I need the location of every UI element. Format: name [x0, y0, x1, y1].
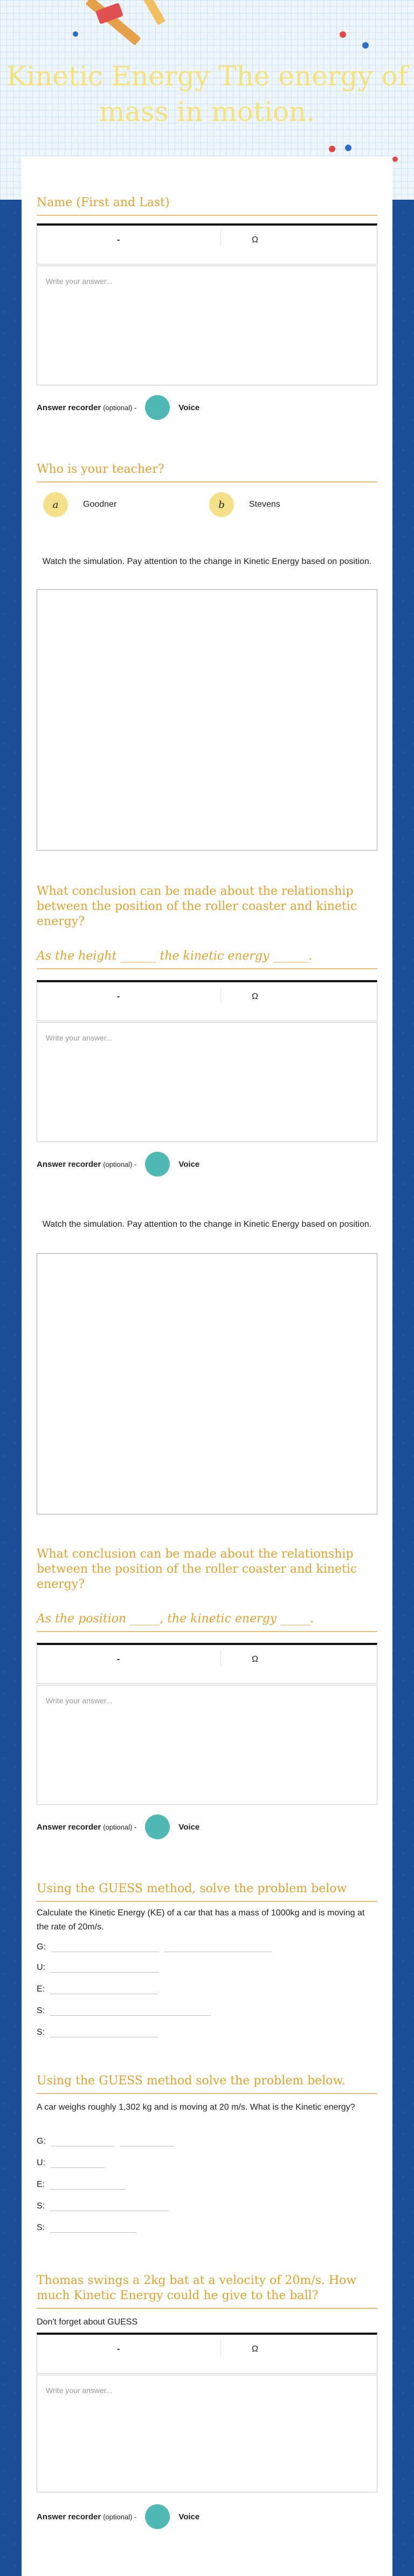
- bold-button[interactable]: -: [117, 235, 120, 244]
- answer-blank[interactable]: [50, 2179, 126, 2190]
- guess-heading: Using the GUESS method solve the problem below.: [37, 2074, 377, 2094]
- bold-button[interactable]: -: [117, 2344, 120, 2354]
- field-label: G:: [37, 2137, 46, 2146]
- field-label: S:: [37, 2028, 45, 2037]
- teacher-heading: Who is your teacher?: [37, 462, 377, 482]
- answer-recorder: [37, 1814, 199, 1839]
- record-button[interactable]: [145, 1814, 170, 1839]
- omega-symbol-button[interactable]: Ω: [252, 2344, 258, 2354]
- answer-blank[interactable]: [51, 1942, 159, 1952]
- answer-blank[interactable]: [50, 2006, 211, 2016]
- field-label: G:: [37, 1942, 46, 1952]
- problem-text: A car weighs roughly 1,302 kg and is moving at 20 m/s. What is the Kinetic energy?: [37, 2103, 355, 2112]
- answer-blank[interactable]: [51, 2136, 115, 2146]
- guess-field-equation[interactable]: [37, 2179, 126, 2190]
- recorder-label: Answer recorder: [37, 1822, 101, 1832]
- editor-toolbar: [37, 980, 377, 1021]
- pushpin-icon: [362, 42, 369, 49]
- option-letter: a: [43, 492, 68, 517]
- omega-symbol-button[interactable]: Ω: [252, 992, 258, 1001]
- option-letter: b: [209, 492, 234, 517]
- hint-text: Don't forget about GUESS: [37, 2317, 138, 2327]
- guess-field-given[interactable]: [37, 2136, 174, 2146]
- pushpin-icon: [392, 157, 398, 162]
- field-label: S:: [37, 2006, 45, 2015]
- record-button[interactable]: [145, 1152, 170, 1177]
- bold-button[interactable]: -: [117, 1655, 120, 1664]
- answer-input[interactable]: Write your answer...: [37, 1022, 377, 1142]
- field-label: S:: [37, 2201, 45, 2211]
- guess-field-given[interactable]: [37, 1942, 272, 1952]
- recorder-voice-label: Voice: [178, 1822, 200, 1832]
- recorder-optional: (optional) -: [103, 1160, 137, 1168]
- recorder-label: Answer recorder: [37, 2512, 101, 2521]
- answer-recorder: [37, 395, 199, 420]
- pushpin-icon: [73, 31, 78, 37]
- answer-input[interactable]: Write your answer...: [37, 2375, 377, 2492]
- omega-symbol-button[interactable]: Ω: [252, 235, 258, 244]
- question-heading: What conclusion can be made about the relationship between the position of the roller coaster and kinetic energy?: [37, 885, 357, 928]
- pushpin-icon: [329, 146, 335, 152]
- bold-button[interactable]: -: [117, 992, 120, 1001]
- answer-blank[interactable]: [50, 2027, 158, 2037]
- field-label: U:: [37, 2158, 45, 2167]
- recorder-voice-label: Voice: [178, 403, 200, 412]
- answer-blank[interactable]: [50, 2222, 136, 2233]
- field-label: E:: [37, 2180, 45, 2189]
- answer-blank[interactable]: [164, 1942, 272, 1952]
- simulation-frame[interactable]: [37, 1253, 377, 1514]
- page-title: Kinetic Energy The energy of mass in motion.: [6, 60, 408, 127]
- guess-field-solve[interactable]: [37, 2222, 136, 2233]
- name-answer-input[interactable]: Write your answer...: [37, 266, 377, 385]
- simulation-instruction: Watch the simulation. Pay attention to the change in Kinetic Energy based on position.: [42, 1220, 372, 1229]
- field-label: U:: [37, 1963, 45, 1972]
- record-button[interactable]: [145, 2504, 170, 2529]
- option-label: Stevens: [249, 500, 280, 509]
- recorder-label: Answer recorder: [37, 403, 101, 412]
- guess-field-equation[interactable]: [37, 1984, 158, 1994]
- guess-field-unknown[interactable]: [37, 1962, 158, 1973]
- simulation-instruction: Watch the simulation. Pay attention to the change in Kinetic Energy based on position.: [42, 557, 372, 566]
- field-label: E:: [37, 1984, 45, 1994]
- record-button[interactable]: [145, 395, 170, 420]
- pushpin-icon: [340, 31, 346, 38]
- recorder-voice-label: Voice: [178, 1159, 200, 1169]
- recorder-optional: (optional) -: [103, 2512, 137, 2521]
- name-heading: Name (First and Last): [37, 195, 377, 216]
- answer-blank[interactable]: [51, 1962, 158, 1973]
- field-label: S:: [37, 2223, 45, 2232]
- guess-field-substitute[interactable]: [37, 2006, 211, 2016]
- question-subheading: As the height ______ the kinetic energy ______.: [37, 949, 377, 969]
- answer-blank[interactable]: [51, 2158, 105, 2168]
- guess-field-solve[interactable]: [37, 2027, 158, 2037]
- question-heading: What conclusion can be made about the relationship between the position of the roller coaster and kinetic energy?: [37, 1547, 357, 1591]
- recorder-optional: (optional) -: [103, 403, 137, 412]
- option-stevens[interactable]: [209, 492, 280, 517]
- guess-heading: Using the GUESS method, solve the problem below: [37, 1881, 377, 1902]
- problem-text: Calculate the Kinetic Energy (KE) of a car that has a mass of 1000kg and is moving at the rate of 20m/s.: [37, 1908, 365, 1932]
- recorder-optional: (optional) -: [103, 1823, 137, 1831]
- omega-symbol-button[interactable]: Ω: [252, 1655, 258, 1664]
- answer-recorder: [37, 2504, 199, 2529]
- option-goodner[interactable]: [43, 492, 116, 517]
- answer-recorder: [37, 1152, 199, 1177]
- answer-blank[interactable]: [50, 2201, 169, 2211]
- toolbar-divider: [220, 1650, 221, 1666]
- guess-field-unknown[interactable]: [37, 2158, 105, 2168]
- editor-toolbar: [37, 1643, 377, 1684]
- editor-toolbar: [37, 2333, 377, 2374]
- recorder-voice-label: Voice: [178, 2512, 200, 2521]
- editor-toolbar: [37, 223, 377, 264]
- answer-blank[interactable]: [120, 2136, 174, 2146]
- recorder-label: Answer recorder: [37, 1159, 101, 1169]
- toolbar-divider: [220, 2340, 221, 2355]
- pushpin-icon: [345, 145, 351, 151]
- question-heading: Thomas swings a 2kg bat at a velocity of 20m/s. How much Kinetic Energy could he give to the ball?: [37, 2273, 377, 2309]
- guess-field-substitute[interactable]: [37, 2201, 169, 2211]
- toolbar-divider: [220, 988, 221, 1003]
- answer-input[interactable]: Write your answer...: [37, 1685, 377, 1805]
- option-label: Goodner: [83, 500, 117, 509]
- answer-blank[interactable]: [50, 1984, 158, 1994]
- simulation-frame[interactable]: [37, 589, 377, 851]
- question-subheading: As the position _____, the kinetic energy _____.: [37, 1612, 377, 1632]
- toolbar-divider: [220, 231, 221, 246]
